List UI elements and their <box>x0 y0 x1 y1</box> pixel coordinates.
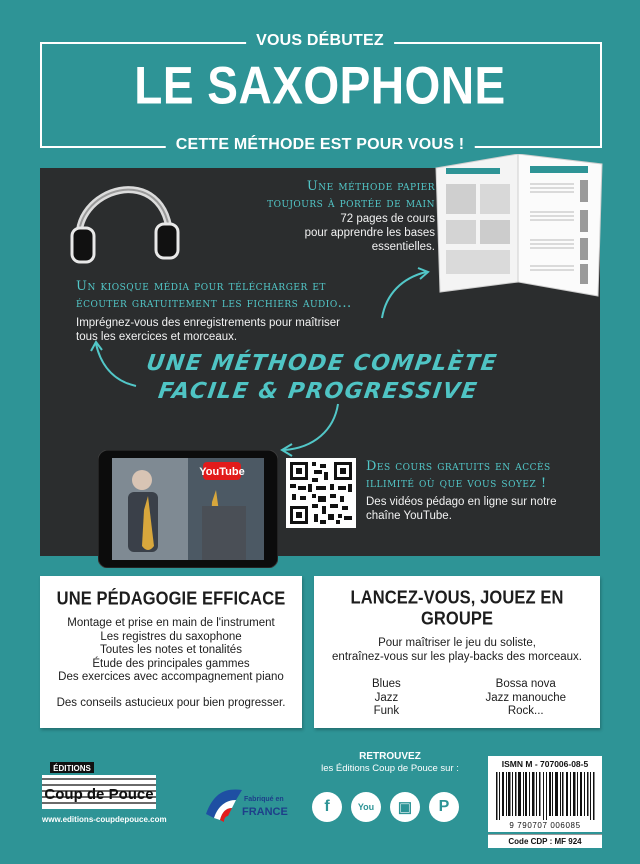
logo-top-text: ÉDITIONS <box>53 764 91 773</box>
follow-subtitle: les Éditions Coup de Pouce sur : <box>321 763 459 774</box>
booklet-image <box>432 154 604 304</box>
paper-heading-1: Une méthode papier <box>306 179 435 194</box>
list-item: Toutes les notes et tonalités <box>100 644 242 656</box>
music-styles <box>314 678 600 719</box>
barcode-number: 9 790707 006085 <box>509 821 581 830</box>
follow-title: RETROUVEZ <box>359 751 421 762</box>
pinterest-icon[interactable] <box>429 792 459 822</box>
styles-column-2 <box>485 678 566 719</box>
kiosk-body-2: tous les exercices et morceaux. <box>76 331 238 343</box>
video-block <box>366 458 586 523</box>
list-item: Jazz <box>374 691 399 704</box>
pedagogy-tip: Des conseils astucieux pour bien progresser. <box>56 696 286 709</box>
pedagogy-list <box>40 617 302 685</box>
slogan <box>96 350 544 406</box>
social-links <box>312 792 459 822</box>
tablet-video-image <box>98 450 278 568</box>
list-item: Montage et prise en main de l'instrument <box>67 617 275 629</box>
list-item: Les registres du saxophone <box>100 630 242 643</box>
list-item: Bossa nova <box>495 678 556 690</box>
paper-body-1: 72 pages de cours <box>340 213 435 225</box>
group-play-intro-1: Pour maîtriser le jeu du soliste, <box>378 637 536 649</box>
cdp-code: Code CDP : MF 924 <box>488 834 602 848</box>
chalkboard-panel <box>40 168 600 556</box>
kiosk-glyph: ▣ <box>397 799 413 816</box>
slogan-line-1: UNE MÉTHODE COMPLÈTE <box>144 351 500 376</box>
list-item: Funk <box>373 705 400 717</box>
made-in-text: Fabriqué en <box>244 796 284 803</box>
kiosk-block <box>76 278 406 344</box>
arrow-to-paper-icon <box>376 264 436 324</box>
youtube-label: YouTube <box>199 466 245 478</box>
pedagogy-card <box>40 576 302 728</box>
barcode-box <box>488 756 602 832</box>
video-body-1: Des vidéos pédago en ligne sur notre <box>366 496 557 508</box>
youtube-glyph: You <box>357 802 375 812</box>
paper-heading-2: toujours à portée de main <box>267 196 435 211</box>
kiosk-heading-1: Un kiosque média pour télécharger et <box>76 279 326 294</box>
kiosk-body-1: Imprégnez-vous des enregistrements pour maîtriser <box>76 317 340 329</box>
list-item: Rock... <box>507 705 544 717</box>
publisher-logo[interactable] <box>40 762 160 816</box>
facebook-glyph: f <box>324 798 330 815</box>
list-item: Blues <box>372 678 401 690</box>
group-play-title: LANCEZ-VOUS, JOUEZ EN GROUPE <box>350 588 564 629</box>
styles-column-1 <box>372 678 401 719</box>
kicker-text: VOUS DÉBUTEZ <box>246 32 394 50</box>
main-title: LE SAXOPHONE <box>134 55 506 115</box>
qr-code-icon[interactable] <box>286 458 356 528</box>
video-heading-1: Des cours gratuits en accès <box>366 459 551 474</box>
follow-us <box>300 751 480 774</box>
youtube-icon[interactable] <box>351 792 381 822</box>
pinterest-glyph: P <box>438 798 450 815</box>
publisher-url[interactable]: www.editions-coupdepouce.com <box>42 815 167 824</box>
kiosk-heading-2: écouter gratuitement les fichiers audio... <box>76 296 352 311</box>
pedagogy-title: UNE PÉDAGOGIE EFFICACE <box>56 589 286 609</box>
video-body-2: chaîne YouTube. <box>366 510 452 522</box>
facebook-icon[interactable] <box>312 792 342 822</box>
barcode-icon <box>494 772 596 820</box>
ismn-number: ISMN M - 707006-08-5 <box>501 759 589 769</box>
list-item: Des exercices avec accompagnement piano <box>58 671 284 683</box>
paper-method-block <box>240 178 435 254</box>
subkicker-text: CETTE MÉTHODE EST POUR VOUS ! <box>166 136 475 154</box>
france-text: FRANCE <box>242 806 288 818</box>
list-item: Jazz manouche <box>485 691 566 704</box>
headphones-icon <box>58 168 188 268</box>
list-item: Étude des principales gammes <box>92 657 250 670</box>
slogan-line-2: FACILE & PROGRESSIVE <box>156 379 480 404</box>
group-play-intro-2: entraînez-vous sur les play-backs des morceaux. <box>332 651 582 663</box>
kiosk-icon[interactable] <box>390 792 420 822</box>
arrow-to-video-icon <box>276 400 346 460</box>
made-in-france-badge <box>202 784 288 824</box>
paper-body-2: pour apprendre les bases essentielles. <box>304 227 435 253</box>
logo-main-text: Coup de Pouce <box>44 786 154 803</box>
group-play-card <box>314 576 600 728</box>
video-heading-2: illimité où que vous soyez ! <box>366 476 547 491</box>
